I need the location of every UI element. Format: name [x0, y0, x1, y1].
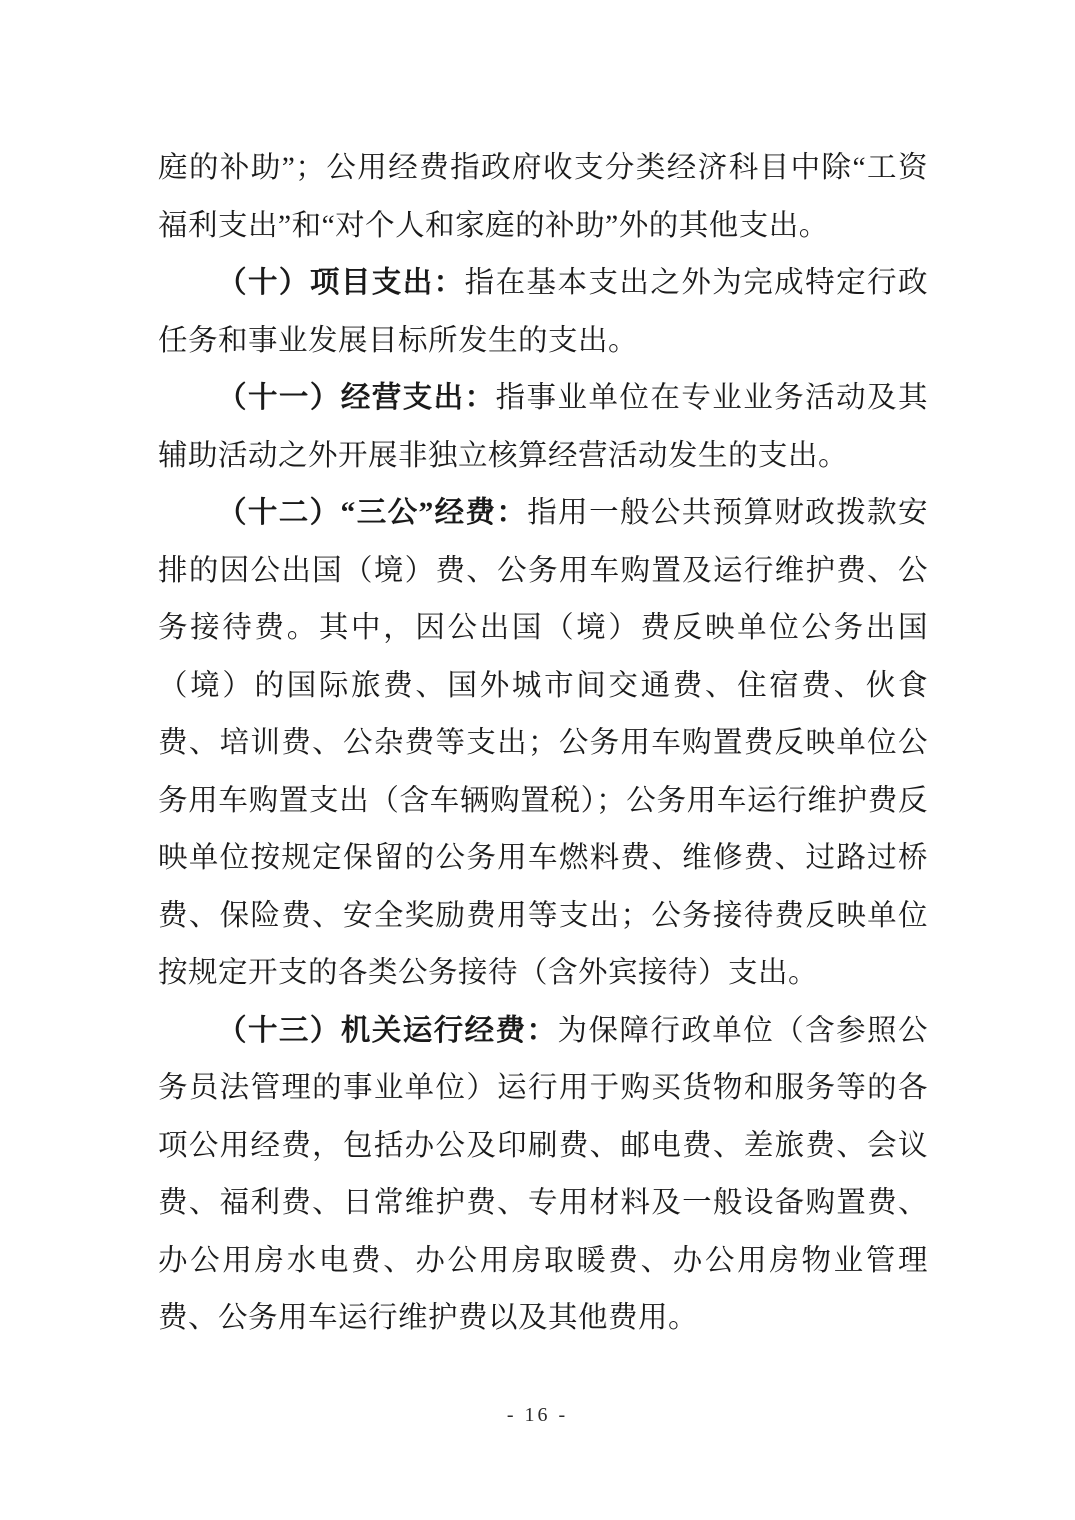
paragraph-text: 庭的补助”；公用经费指政府收支分类经济科目中除“工资福利支出”和“对个人和家庭的补助”外的其他支出。 [158, 152, 928, 242]
document-body [158, 140, 928, 1348]
paragraph-item-12-three-public-funds [158, 485, 928, 1003]
paragraph-term-label: （十二）“三公”经费： [217, 497, 528, 529]
paragraph-continuation [158, 140, 928, 255]
paragraph-item-11-operating-expenditure [158, 370, 928, 485]
paragraph-text: 指在基本支出之外为完成特定行政任务和事业发展目标所发生的支出。 [158, 267, 928, 357]
paragraph-item-10-project-expenditure [158, 255, 928, 370]
paragraph-text: 指事业单位在专业业务活动及其辅助活动之外开展非独立核算经营活动发生的支出。 [158, 382, 928, 472]
paragraph-text: 指用一般公共预算财政拨款安排的因公出国（境）费、公务用车购置及运行维护费、公务接待费。其中，因公出国（境）费反映单位公务出国（境）的国际旅费、国外城市间交通费、住宿费、伙食费、培训费、公杂费等支出；公务用车购置费反映单位公务用车购置支出（含车辆购置税）；公务用车运行维护费反映单位按规定保留的公务用车燃料费、维修费、过路过桥费、保险费、安全奖励费用等支出；公务接待费反映单位按规定开支的各类公务接待（含外宾接待）支出。 [158, 497, 928, 989]
paragraph-text: 为保障行政单位（含参照公务员法管理的事业单位）运行用于购买货物和服务等的各项公用经费，包括办公及印刷费、邮电费、差旅费、会议费、福利费、日常维护费、专用材料及一般设备购置费、办公用房水电费、办公用房取暖费、办公用房物业管理费、公务用车运行维护费以及其他费用。 [158, 1014, 928, 1334]
page-number: - 16 - [506, 1404, 569, 1426]
paragraph-item-13-agency-operating-funds [158, 1003, 928, 1348]
paragraph-term-label: （十）项目支出： [217, 267, 465, 299]
paragraph-term-label: （十一）经营支出： [217, 382, 496, 414]
paragraph-term-label: （十三）机关运行经费： [217, 1014, 558, 1047]
